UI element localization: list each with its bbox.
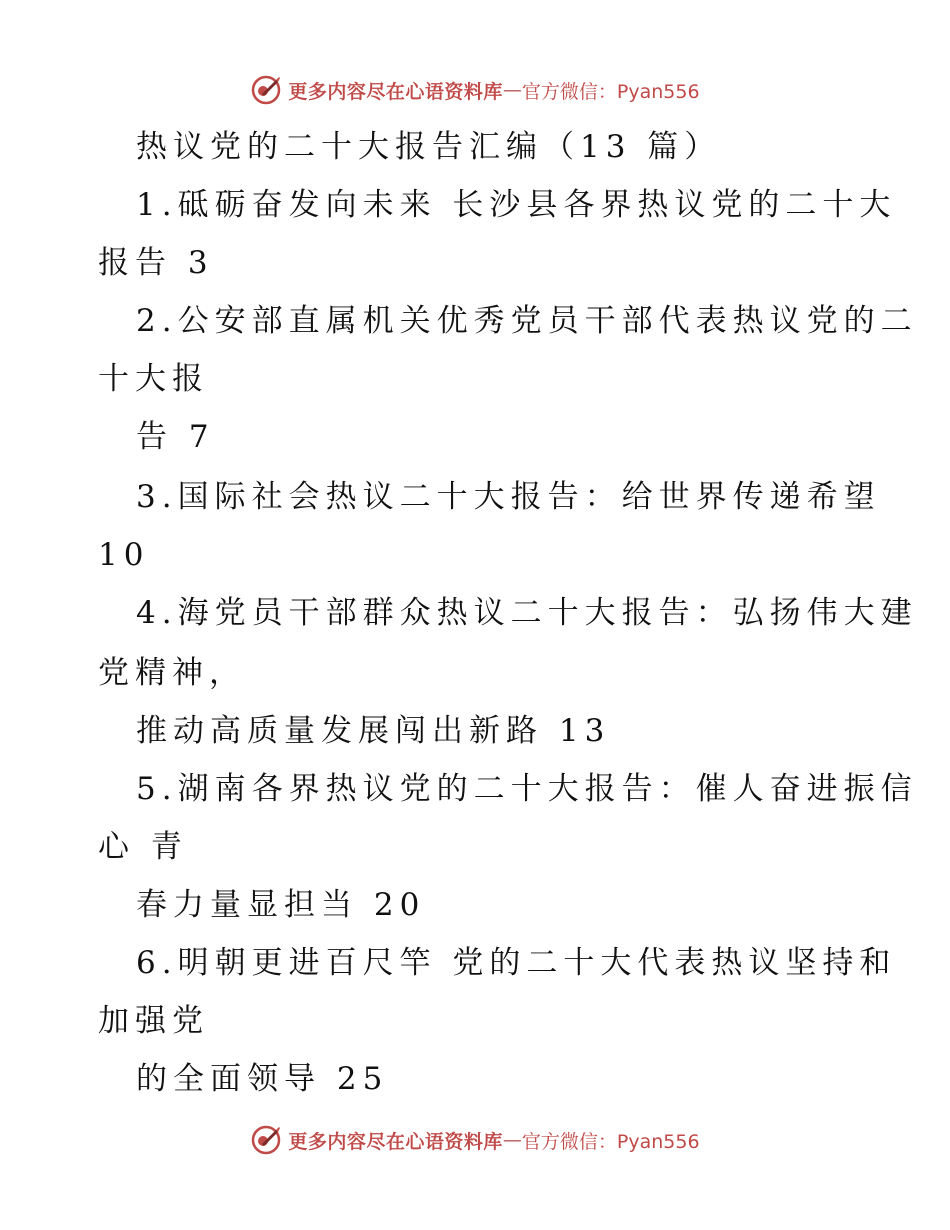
header-banner — [0, 70, 950, 110]
promo-text: 更多内容尽在心语资料库 — [288, 1130, 503, 1153]
toc-line: 告 7 — [136, 419, 215, 455]
toc-line: 党精神， — [98, 655, 246, 691]
footer-banner — [0, 1120, 950, 1160]
toc-line: 心 青 — [98, 829, 188, 865]
toc-line: 4.海党员干部群众热议二十大报告：弘扬伟大建 — [136, 595, 918, 631]
wechat-contact: 官方微信：Pyan556 — [521, 1130, 700, 1153]
toc-line: 推动高质量发展闯出新路 13 — [136, 713, 611, 749]
toc-line: 的全面领导 25 — [136, 1061, 389, 1097]
pen-logo-icon — [250, 74, 282, 106]
toc-line: 1.砥砺奋发向未来 长沙县各界热议党的二十大 — [136, 187, 897, 223]
toc-line: 3.国际社会热议二十大报告：给世界传递希望 — [136, 479, 881, 515]
document-title: 热议党的二十大报告汇编（13 篇） — [136, 129, 722, 165]
banner-separator: — — [502, 79, 522, 101]
banner-separator: — — [502, 1129, 522, 1151]
toc-line: 5.湖南各界热议党的二十大报告：催人奋进振信 — [136, 771, 918, 807]
toc-line: 春力量显担当 20 — [136, 887, 426, 923]
toc-line: 加强党 — [98, 1003, 209, 1039]
promo-text: 更多内容尽在心语资料库 — [288, 80, 503, 103]
toc-line: 报告 3 — [98, 245, 214, 281]
toc-line: 6.明朝更进百尺竿 党的二十大代表热议坚持和 — [136, 945, 897, 981]
wechat-contact: 官方微信：Pyan556 — [521, 80, 700, 103]
toc-line: 十大报 — [98, 361, 209, 397]
pen-logo-icon — [250, 1124, 282, 1156]
toc-line: 10 — [98, 537, 150, 573]
toc-line: 2.公安部直属机关优秀党员干部代表热议党的二 — [136, 303, 918, 339]
